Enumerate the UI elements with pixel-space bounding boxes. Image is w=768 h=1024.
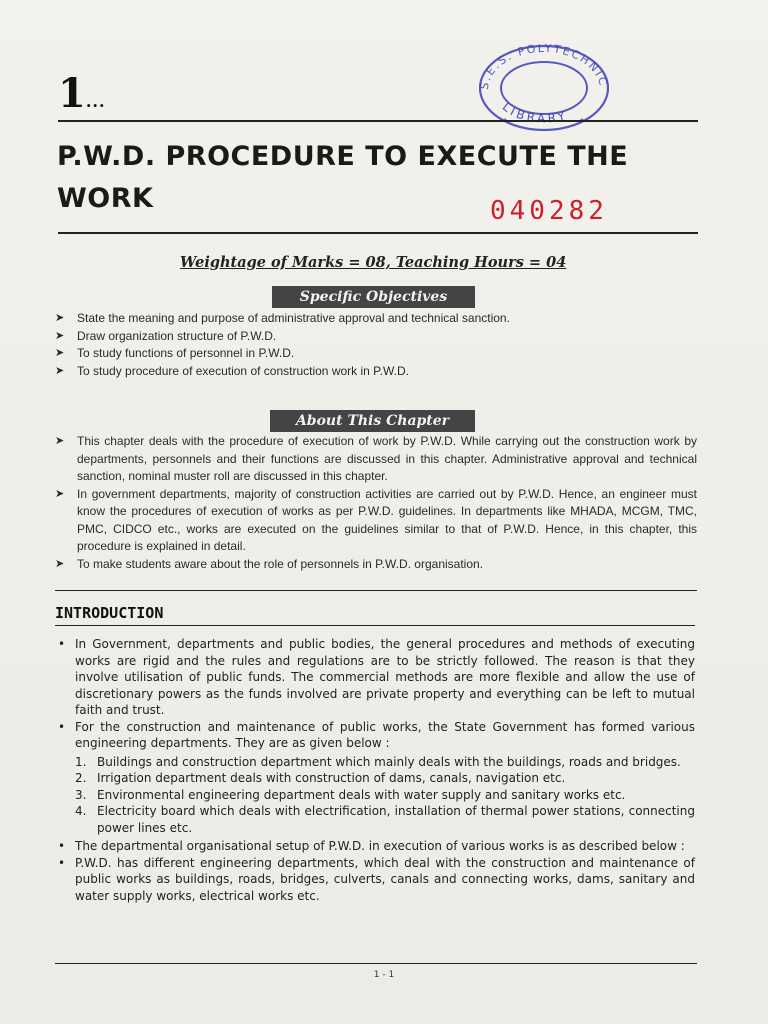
list-item: • In Government, departments and public bodies, the general procedures and methods of executing works are rigid and the rules and regulations are to be strictly followed. The reason is that they involve utilisation of public funds. The commercial methods are more flexible and allow the use of discretionary powers as the funds involved are private property and everything can be left to mutual faith and trust. — [58, 637, 695, 717]
list-item: • For the construction and maintenance of public works, the State Government has formed various engineering departments. They are as given below : 1. Buildings and construction department which mainly deals with the buildings, roads and bridges. 2. Irrigation department deals with construction of dams, canals, navigation etc. 3. Environmental engineering department deals with water supply and sanitary works etc. 4. Electricity board which deals with electrification, installation of thermal power stations, connecting power lines etc. — [58, 719, 695, 835]
svg-text:S.E.S. POLYTECHNIC: S.E.S. POLYTECHNIC — [477, 41, 610, 91]
title-bottom-rule — [58, 232, 698, 234]
arrow-bullet-icon: ➤ — [55, 329, 65, 342]
list-item: ➤ This chapter deals with the procedure of execution of work by P.W.D. While carrying out the construction work by departments, personnels and their functions are discussed in this chapter. Administrative approval and technical sanction, nominal muster roll are discussed in this chapter. — [55, 434, 697, 483]
list-item: • The departmental organisational setup of P.W.D. in execution of various works is as described below : — [58, 839, 685, 853]
page-number: 1 - 1 — [373, 970, 395, 980]
bullet-icon: • — [58, 637, 66, 651]
departments-list — [75, 754, 695, 837]
arrow-bullet-icon: ➤ — [55, 312, 65, 324]
about-bottom-rule — [55, 590, 697, 591]
bullet-icon: • — [58, 855, 66, 870]
objectives-list — [55, 310, 695, 380]
footer-rule — [55, 963, 697, 964]
weightage-line: Weightage of Marks = 08, Teaching Hours = 04 — [180, 254, 567, 271]
list-item: • P.W.D. has different engineering departments, which deal with the construction and maintenance of public works as buildings, roads, bridges, culverts, canals and connecting works, dams, sanitary and water supply works, electrical works etc. — [58, 855, 695, 903]
list-item: ➤ Draw organization structure of P.W.D. — [55, 328, 695, 346]
about-chapter-banner: About This Chapter — [270, 410, 475, 432]
bullet-icon: • — [58, 839, 66, 853]
svg-text:*: * — [503, 117, 507, 128]
svg-text:LIBRARY: LIBRARY — [499, 99, 570, 126]
bullet-icon: • — [58, 719, 66, 734]
arrow-bullet-icon: ➤ — [55, 487, 65, 500]
list-item: ➤ To study procedure of execution of construction work in P.W.D. — [55, 363, 695, 381]
list-item: 2. Irrigation department deals with construction of dams, canals, navigation etc. — [75, 771, 566, 785]
objectives-banner: Specific Objectives — [272, 286, 475, 308]
list-item: 1. Buildings and construction department which mainly deals with the buildings, roads and bridges. — [75, 754, 681, 769]
list-item: ➤ In government departments, majority of construction activities are carried out by P.W.D. Hence, an engineer must know the procedures of execution of works as per P.W.D. guidelines. In departments like MHADA, MCGM, TMC, PMC, CIDCO etc., works are executed on the guidelines similar to that of P.W.D. Hence, in this chapter, this procedure is explained in detail. — [55, 486, 697, 553]
list-item: 4. Electricity board which deals with electrification, installation of thermal power stations, connecting power lines etc. — [75, 804, 695, 835]
introduction-heading: INTRODUCTION — [55, 604, 164, 622]
accession-number: 040282 — [490, 196, 608, 226]
arrow-bullet-icon: ➤ — [55, 557, 65, 570]
about-chapter-list — [55, 433, 697, 573]
title-top-rule — [58, 120, 698, 122]
chapter-title: P.W.D. PROCEDURE TO EXECUTE THE WORK — [57, 141, 629, 214]
introduction-rule — [55, 625, 695, 626]
svg-text:*: * — [580, 117, 584, 128]
arrow-bullet-icon: ➤ — [55, 435, 65, 447]
list-item: ➤ To make students aware about the role of personnels in P.W.D. organisation. — [55, 556, 697, 574]
list-item: ➤ To study functions of personnel in P.W.D. — [55, 345, 695, 363]
arrow-bullet-icon: ➤ — [55, 347, 65, 359]
chapter-number: 1... — [58, 70, 106, 117]
introduction-body — [55, 636, 695, 904]
arrow-bullet-icon: ➤ — [55, 364, 65, 377]
list-item: ➤ State the meaning and purpose of administrative approval and technical sanction. — [55, 310, 695, 328]
library-stamp — [474, 40, 614, 132]
list-item: 3. Environmental engineering department deals with water supply and sanitary works etc. — [75, 787, 626, 802]
